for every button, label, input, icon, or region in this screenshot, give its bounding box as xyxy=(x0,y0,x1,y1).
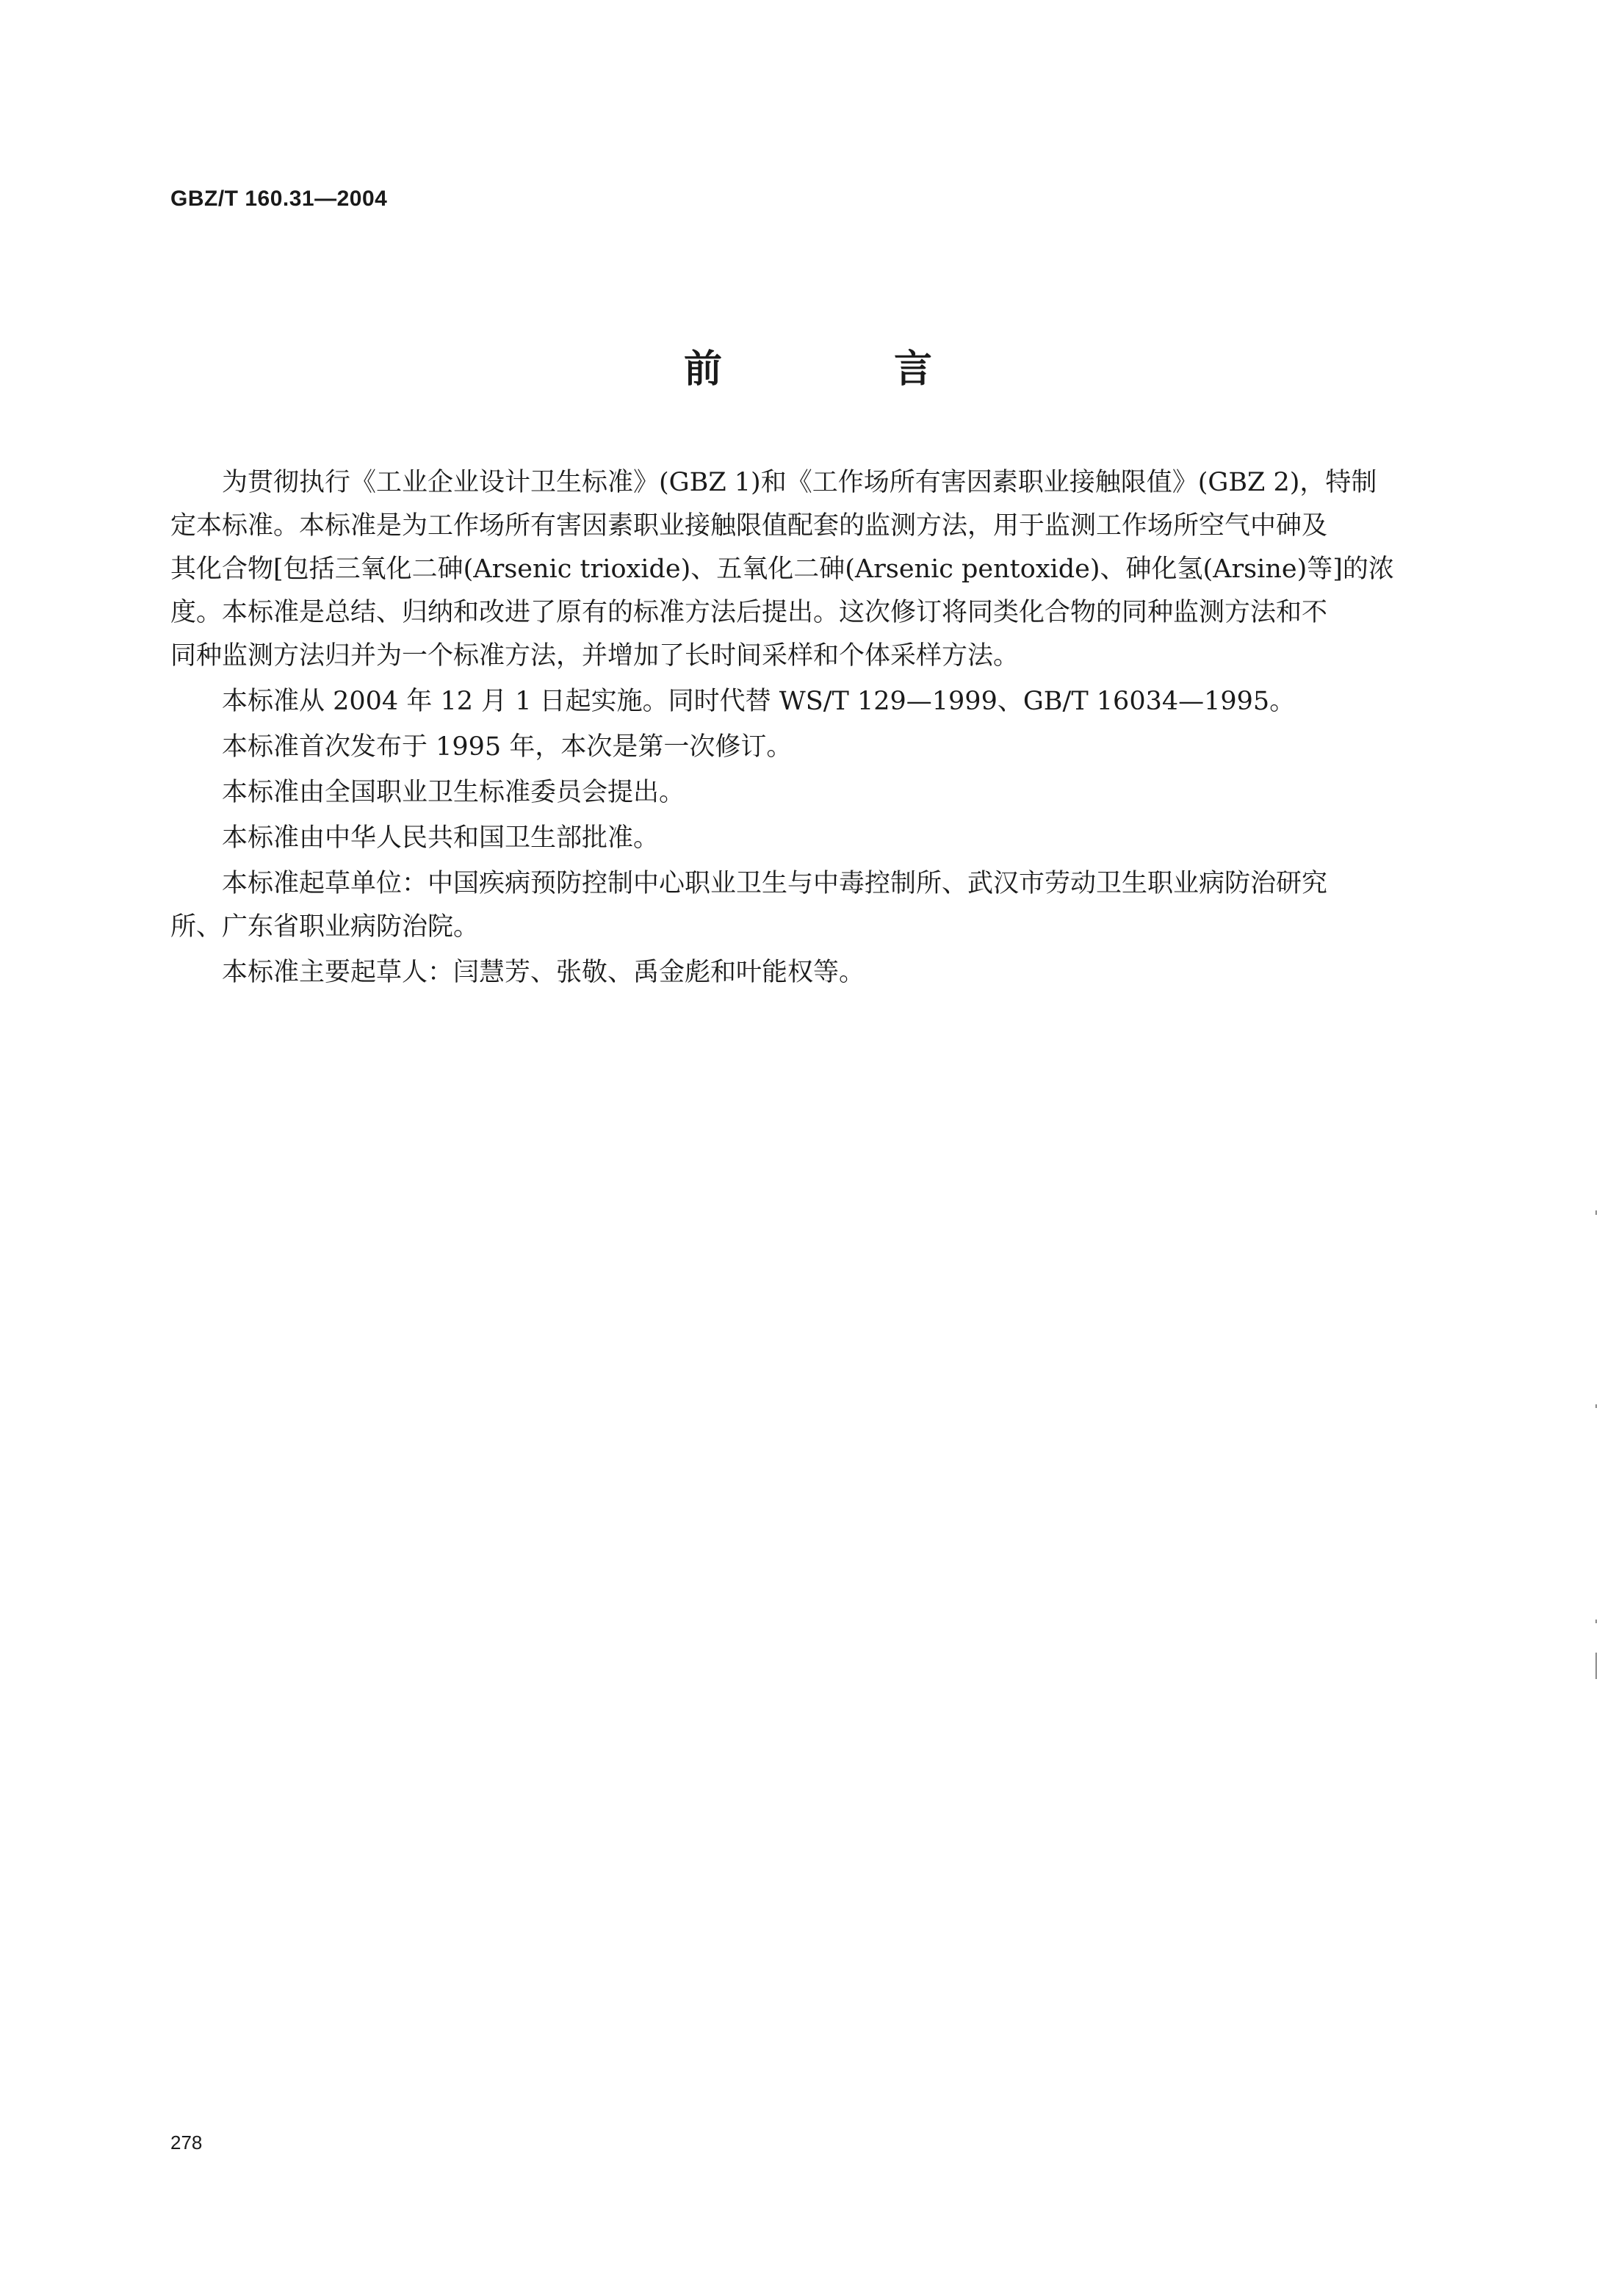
scan-artifact xyxy=(1595,1620,1597,1623)
paragraph-proposed-by: 本标准由全国职业卫生标准委员会提出。 xyxy=(222,778,685,807)
scan-artifact xyxy=(1595,1210,1597,1215)
page-number: 278 xyxy=(170,2131,203,2154)
scan-artifact xyxy=(1595,1404,1597,1408)
paragraph-line: 其化合物[包括三氧化二砷(Arsenic trioxide)、五氧化二砷(Arsenic pentoxide)、砷化氢(Arsine)等]的浓 xyxy=(170,555,1394,584)
paragraph-line: 为贯彻执行《工业企业设计卫生标准》(GBZ 1)和《工作场所有害因素职业接触限值》(GBZ 2)，特制 xyxy=(222,468,1377,497)
paragraph-effective-date: 本标准从 2004 年 12 月 1 日起实施。同时代替 WS/T 129—1999、GB/T 16034—1995。 xyxy=(222,687,1296,716)
paragraph-line: 定本标准。本标准是为工作场所有害因素职业接触限值配套的监测方法，用于监测工作场所空气中砷及 xyxy=(170,511,1328,541)
paragraph-line: 度。本标准是总结、归纳和改进了原有的标准方法后提出。这次修订将同类化合物的同种监测方法和不 xyxy=(170,598,1328,627)
preface-body xyxy=(170,461,1419,997)
paragraph-purpose xyxy=(170,461,1419,678)
scan-artifact xyxy=(1595,1653,1597,1679)
paragraph-line: 同种监测方法归并为一个标准方法，并增加了长时间采样和个体采样方法。 xyxy=(170,641,1020,671)
paragraph-line: 所、广东省职业病防治院。 xyxy=(170,912,480,942)
paragraph-first-release: 本标准首次发布于 1995 年，本次是第一次修订。 xyxy=(222,732,793,762)
paragraph-line: 本标准起草单位：中国疾病预防控制中心职业卫生与中毒控制所、武汉市劳动卫生职业病防治研究 xyxy=(222,869,1328,898)
paragraph-approved-by: 本标准由中华人民共和国卫生部批准。 xyxy=(222,823,660,853)
standard-code: GBZ/T 160.31—2004 xyxy=(170,187,388,211)
paragraph-drafting-units xyxy=(170,862,1419,949)
page-title: 前 言 xyxy=(683,347,1012,391)
paragraph-main-drafters: 本标准主要起草人：闫慧芳、张敬、禹金彪和叶能权等。 xyxy=(222,958,865,987)
